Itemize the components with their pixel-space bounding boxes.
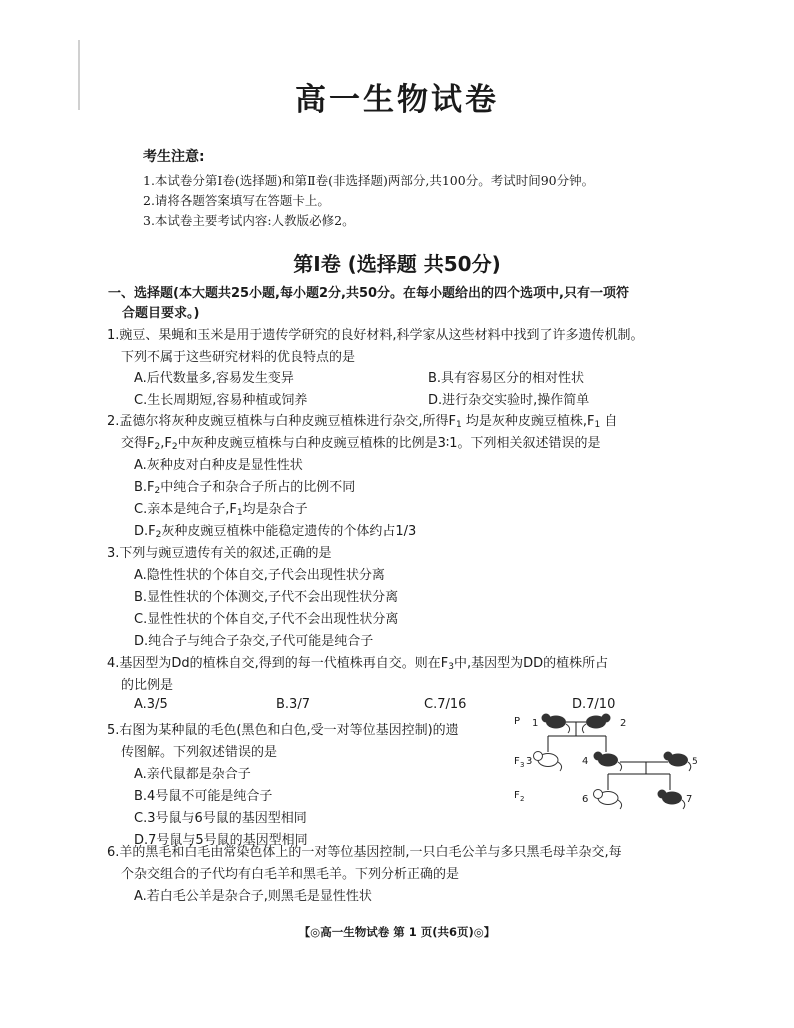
q3-option-b: B.显性性状的个体测交,子代不会出现性状分离 — [134, 590, 399, 605]
q1-stem-1: 1.豌豆、果蝇和玉米是用于遗传学研究的良好材料,科学家从这些材料中找到了许多遗传机制。 — [107, 328, 644, 343]
q2-option-b — [134, 476, 355, 496]
q2-stem-1c: 自 — [604, 414, 618, 429]
q2-stem-1b: 均是灰种皮豌豆植株,F — [465, 414, 595, 429]
q2-option-c-post: 均是杂合子 — [242, 502, 308, 517]
q4-option-a: A.3/5 — [134, 697, 168, 712]
footer-bracket-right: ◎】 — [473, 925, 496, 939]
q2-sub: 2 — [171, 442, 178, 452]
q5-option-a: A.亲代鼠都是杂合子 — [134, 767, 251, 782]
footer-text: 高一生物试卷 第 1 页(共6页) — [320, 925, 474, 939]
q5-stem-1: 5.右图为某种鼠的毛色(黑色和白色,受一对等位基因控制)的遗 — [107, 723, 459, 738]
mouse-3-white — [534, 752, 562, 772]
q2-option-c — [134, 498, 308, 518]
mouse-4-black — [594, 752, 622, 772]
q1-option-d: D.进行杂交实验时,操作简单 — [428, 393, 590, 408]
q2-option-b-post: 中纯合子和杂合子所占的比例不同 — [160, 480, 356, 495]
section-title: 第Ⅰ卷 (选择题 共50分) — [293, 252, 501, 276]
generation-label-p: P — [514, 716, 521, 727]
q2-sub: 2 — [155, 530, 162, 540]
mouse-7-black — [658, 790, 685, 810]
q3-option-c: C.显性性状的个体自交,子代不会出现性状分离 — [134, 612, 399, 627]
q2-option-b-pre: B.F — [134, 480, 155, 495]
q2-sub: 2 — [154, 442, 161, 452]
notice-item-2: 2.请将各题答案填写在答题卡上。 — [143, 193, 330, 208]
q2-sub: 1 — [236, 508, 243, 518]
q2-option-d-pre: D.F — [134, 524, 156, 539]
q2-option-a: A.灰种皮对白种皮是显性性状 — [134, 458, 303, 473]
generation-sub-f1: 3 — [520, 761, 525, 769]
generation-sub-f2: 2 — [520, 795, 525, 803]
instruction-line-1: 一、选择题(本大题共25小题,每小题2分,共50分。在每小题给出的四个选项中,只有一项符 — [108, 286, 629, 301]
q2-stem-2a: 交得F — [121, 436, 155, 451]
q5-option-d: D.7号鼠与5号鼠的基因型相同 — [134, 833, 308, 848]
q4-stem-2: 的比例是 — [121, 678, 174, 693]
page-footer — [0, 924, 794, 940]
exam-title: 高一生物试卷 — [295, 82, 499, 118]
mouse-label-2: 2 — [620, 718, 627, 729]
q4-stem-1 — [107, 652, 608, 672]
q2-sub: 1 — [594, 420, 601, 430]
mouse-label-4: 4 — [582, 756, 589, 767]
q3-option-d: D.纯合子与纯合子杂交,子代可能是纯合子 — [134, 634, 374, 649]
mouse-2-black — [582, 714, 610, 734]
q1-option-c: C.生长周期短,容易种植或饲养 — [134, 393, 308, 408]
q2-stem-2c: 中灰种皮豌豆植株与白种皮豌豆植株的比例是3∶1。下列相关叙述错误的是 — [177, 436, 601, 451]
mouse-label-7: 7 — [686, 794, 693, 805]
q2-stem-1 — [107, 410, 617, 430]
mouse-1-black — [542, 714, 570, 734]
generation-label-f2: F — [514, 790, 520, 801]
q4-stem-1a: 4.基因型为Dd的植株自交,得到的每一代植株再自交。则在F — [107, 656, 449, 671]
q2-stem-2b: ,F — [160, 436, 172, 451]
q3-stem: 3.下列与豌豆遗传有关的叙述,正确的是 — [107, 546, 332, 561]
q1-option-a: A.后代数量多,容易发生变异 — [134, 371, 294, 386]
instruction-line-2: 合题目要求。) — [122, 306, 200, 321]
mouse-5-black — [664, 752, 691, 772]
q5-option-c: C.3号鼠与6号鼠的基因型相同 — [134, 811, 307, 826]
q6-option-a: A.若白毛公羊是杂合子,则黑毛是显性性状 — [134, 889, 372, 904]
q1-option-b: B.具有容易区分的相对性状 — [428, 371, 585, 386]
q4-option-c: C.7/16 — [424, 697, 467, 712]
q2-stem-1a: 2.孟德尔将灰种皮豌豆植株与白种皮豌豆植株进行杂交,所得F — [107, 414, 457, 429]
footer-bracket-left: 【◎ — [298, 925, 321, 939]
mouse-label-1: 1 — [532, 718, 539, 729]
q3-option-a: A.隐性性状的个体自交,子代会出现性状分离 — [134, 568, 385, 583]
q5-stem-2: 传图解。下列叙述错误的是 — [121, 745, 278, 760]
q2-option-d — [134, 520, 416, 540]
q2-sub: 2 — [154, 486, 161, 496]
q4-stem-1b: 中,基因型为DD的植株所占 — [454, 656, 609, 671]
mouse-pedigree-diagram — [508, 700, 698, 818]
generation-label-f1: F — [514, 756, 520, 767]
q5-option-b: B.4号鼠不可能是纯合子 — [134, 789, 273, 804]
notice-item-3: 3.本试卷主要考试内容:人教版必修2。 — [143, 213, 355, 228]
q4-option-d: D.7/10 — [572, 697, 616, 712]
mouse-label-3: 3 — [526, 756, 533, 767]
q1-stem-2: 下列不属于这些研究材料的优良特点的是 — [121, 350, 356, 365]
q4-option-b: B.3/7 — [276, 697, 310, 712]
q2-stem-2 — [121, 432, 601, 452]
notice-item-1: 1.本试卷分第Ⅰ卷(选择题)和第Ⅱ卷(非选择题)两部分,共100分。考试时间90分钟。 — [143, 173, 595, 188]
mouse-6-white — [594, 790, 622, 810]
q2-sub: 1 — [456, 420, 462, 430]
mouse-label-5: 5 — [692, 757, 698, 767]
notice-heading: 考生注意: — [143, 149, 205, 165]
mouse-label-6: 6 — [582, 794, 589, 805]
q2-option-c-pre: C.亲本是纯合子,F — [134, 502, 237, 517]
q4-sub: 3 — [448, 662, 455, 672]
q2-option-d-post: 灰种皮豌豆植株中能稳定遗传的个体约占1/3 — [161, 524, 417, 539]
q6-stem-2: 个杂交组合的子代均有白毛羊和黑毛羊。下列分析正确的是 — [121, 867, 460, 882]
q6-stem-1: 6.羊的黑毛和白毛由常染色体上的一对等位基因控制,一只白毛公羊与多只黑毛母羊杂交,每 — [107, 845, 622, 860]
